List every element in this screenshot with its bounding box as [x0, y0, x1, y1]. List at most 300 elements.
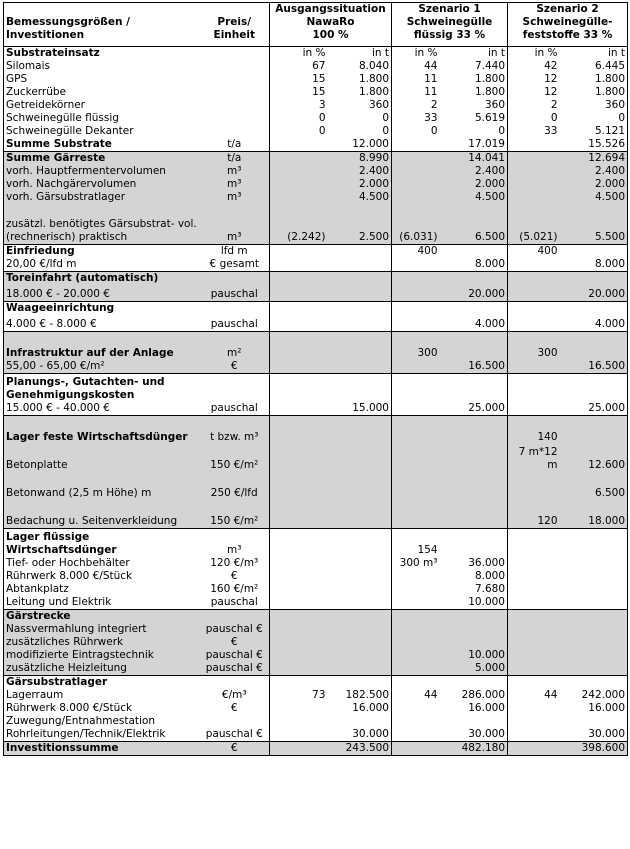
cell-col-6: 140 [508, 416, 560, 445]
cell-col-3 [328, 649, 392, 662]
cell-col-0: zusätzliches Rührwerk [4, 636, 200, 649]
table-row [4, 416, 628, 445]
table-row [4, 178, 628, 191]
cell-col-5: 2.400 [440, 165, 508, 178]
cell-col-4: 33 [392, 112, 440, 125]
cell-col-4: (6.031) [392, 204, 440, 245]
cell-col-7 [560, 557, 628, 570]
cell-col-5 [440, 636, 508, 649]
cell-col-5 [440, 715, 508, 728]
cell-col-6: 33 [508, 125, 560, 138]
cell-col-3: 4.500 [328, 191, 392, 204]
cell-col-6: 400 [508, 245, 560, 259]
cell-col-0: Zuwegung/Entnahmestation [6, 715, 156, 727]
cell-col-7: in t [560, 47, 628, 61]
cell-col-4 [392, 402, 440, 416]
cell-col-0: 4.000 € - 8.000 € [6, 318, 97, 330]
cell-col-5: 5.619 [474, 112, 505, 124]
cell-col-1 [200, 73, 270, 86]
cell-col-5: 20.000 [440, 285, 508, 302]
cell-col-2: (2.242) [270, 204, 328, 245]
cell-col-0: Schweinegülle Dekanter [6, 125, 134, 137]
table-row [4, 715, 628, 728]
cell-col-5 [440, 500, 508, 529]
cell-col-5 [440, 245, 508, 259]
cell-col-3 [328, 662, 392, 676]
cell-col-6 [508, 596, 560, 610]
cell-col-0: Schweinegülle flüssig [6, 112, 119, 124]
table-row [4, 258, 628, 272]
cell-col-7: 6.500 [560, 472, 628, 500]
cell-col-6: 12 [508, 73, 560, 86]
cell-col-4 [392, 728, 440, 742]
cell-col-2 [270, 444, 328, 472]
cell-col-6: 2 [508, 99, 560, 112]
cell-col-3 [328, 258, 392, 272]
cell-col-3 [328, 623, 392, 636]
cell-col-6 [508, 178, 560, 191]
cell-col-1 [200, 112, 270, 125]
cell-col-2 [270, 272, 328, 286]
cell-col-7 [560, 715, 628, 728]
table-row [4, 73, 628, 86]
cell-col-0: Rührwerk 8.000 €/Stück [6, 570, 133, 582]
cell-col-1 [200, 610, 270, 624]
cell-col-4: 11 [392, 73, 440, 86]
cell-col-3 [328, 636, 392, 649]
cell-col-7: 25.000 [588, 402, 626, 414]
cell-col-1: pauschal [210, 318, 258, 330]
cell-col-3: 30.000 [352, 728, 389, 740]
cell-col-5 [440, 610, 508, 624]
table-row [4, 649, 628, 662]
cell-col-7 [560, 662, 628, 676]
cell-col-1: 150 €/m² [200, 500, 270, 529]
cell-col-2: 15 [270, 73, 328, 86]
cell-col-2: 15 [270, 86, 328, 99]
cell-col-2 [270, 557, 328, 570]
cell-col-2 [270, 138, 328, 152]
cell-col-0: vorh. Hauptfermentervolumen [4, 165, 200, 178]
cell-col-6 [508, 583, 560, 596]
cell-col-3 [328, 416, 392, 445]
cell-col-1 [200, 676, 270, 690]
cell-col-6 [508, 636, 560, 649]
cell-col-5: 4.500 [440, 191, 508, 204]
cell-col-4 [392, 570, 440, 583]
cell-col-4 [392, 596, 440, 610]
cell-col-4: 154 [392, 529, 440, 558]
cell-col-6: 42 [508, 60, 560, 73]
cell-col-7 [560, 623, 628, 636]
cell-col-3: 15.000 [352, 402, 389, 414]
cell-col-4 [392, 315, 440, 332]
cell-col-4 [392, 583, 440, 596]
table-row [4, 138, 628, 152]
cell-col-0: Gärsubstratlager [4, 676, 200, 690]
cell-col-2 [270, 332, 328, 361]
cell-col-0: Betonwand (2,5 m Höhe) m [4, 472, 200, 500]
cell-col-7: 1.800 [594, 86, 626, 98]
cell-col-3 [328, 676, 392, 690]
cell-col-1: t/a [227, 138, 242, 150]
cell-col-6 [508, 302, 560, 316]
cell-col-4 [392, 374, 440, 403]
cell-col-7 [560, 332, 628, 361]
cell-col-3 [328, 557, 392, 570]
cell-col-5: 2.000 [440, 178, 508, 191]
header-row [4, 3, 628, 47]
cell-col-3 [328, 245, 392, 259]
cell-col-2: 0 [270, 125, 328, 138]
cell-col-0: 55,00 - 65,00 €/m² [4, 360, 200, 374]
cell-col-3 [328, 302, 392, 316]
cell-col-2 [270, 315, 328, 332]
cell-col-3 [328, 272, 392, 286]
cell-col-3 [328, 500, 392, 529]
cell-col-2 [270, 402, 328, 416]
table-row [4, 596, 628, 610]
cell-col-7: 8.000 [594, 258, 626, 270]
cell-col-7: 15.526 [588, 138, 626, 150]
table-row [4, 272, 628, 286]
cell-col-0: GPS [6, 73, 28, 85]
cell-col-5: 17.019 [468, 138, 505, 150]
cell-col-4 [392, 623, 440, 636]
cell-col-0: Lager flüssige Wirtschaftsdünger [4, 529, 200, 558]
cell-col-1: m³ [200, 204, 270, 245]
cell-col-6 [508, 529, 560, 558]
cell-col-0: Rohrleitungen/Technik/Elektrik [6, 728, 166, 740]
cell-col-7: 1.800 [594, 73, 626, 85]
table-row [4, 472, 628, 500]
cell-col-0: Toreinfahrt (automatisch) [4, 272, 200, 286]
cell-col-3: 360 [368, 99, 389, 111]
cell-col-4 [392, 165, 440, 178]
cell-col-4 [392, 676, 440, 690]
cell-col-5: 286.000 [461, 689, 505, 701]
cell-col-3: 182.500 [345, 689, 389, 701]
cell-col-4 [392, 472, 440, 500]
cell-col-7: 12.600 [560, 444, 628, 472]
table-row [4, 191, 628, 204]
cell-col-4 [392, 444, 440, 472]
cell-col-5: 0 [498, 125, 505, 137]
cell-col-5 [440, 416, 508, 445]
table-body [4, 47, 628, 756]
cell-col-2 [270, 596, 328, 610]
cell-col-0: modifizierte Eintragstechnik [4, 649, 200, 662]
header-ausgangssituation: Ausgangssituation NawaRo 100 % [270, 3, 392, 47]
cell-col-2 [270, 728, 328, 742]
table-row [4, 570, 628, 583]
cell-col-6 [508, 623, 560, 636]
investment-table [3, 2, 628, 756]
table-row [4, 86, 628, 99]
cell-col-0: Summe Gärreste [4, 152, 200, 166]
cell-col-6 [508, 742, 560, 756]
cell-col-1: pauschal [200, 285, 270, 302]
cell-col-7: 16.000 [588, 702, 626, 714]
cell-col-6: (5.021) [508, 204, 560, 245]
cell-col-6 [508, 715, 560, 728]
cell-col-2 [270, 623, 328, 636]
cell-col-1 [200, 715, 270, 728]
table-row [4, 500, 628, 529]
cell-col-6 [508, 191, 560, 204]
cell-col-0: Infrastruktur auf der Anlage [4, 332, 200, 361]
cell-col-1: pauschal [210, 596, 258, 608]
cell-col-2 [270, 245, 328, 259]
cell-col-1: pauschal € [205, 728, 263, 740]
cell-col-5 [440, 272, 508, 286]
cell-col-6 [508, 728, 560, 742]
cell-col-2 [270, 178, 328, 191]
cell-col-0: Einfriedung [4, 245, 200, 259]
table-row [4, 557, 628, 570]
header-szenario-2: Szenario 2 Schweinegülle- feststoffe 33 % [508, 3, 628, 47]
cell-col-2 [270, 529, 328, 558]
cell-col-1 [200, 99, 270, 112]
cell-col-3: 1.800 [358, 86, 389, 98]
cell-col-7 [560, 374, 628, 403]
cell-col-3: 8.990 [328, 152, 392, 166]
table-row [4, 689, 628, 702]
cell-col-6 [508, 557, 560, 570]
cell-col-1: m² [200, 332, 270, 361]
cell-col-1 [200, 86, 270, 99]
cell-col-3 [328, 596, 392, 610]
cell-col-0: Waageeinrichtung [4, 302, 200, 316]
cell-col-7: 18.000 [560, 500, 628, 529]
cell-col-4 [392, 191, 440, 204]
cell-col-4 [392, 742, 440, 756]
cell-col-1: € [230, 702, 238, 714]
cell-col-3: 1.800 [358, 73, 389, 85]
cell-col-1: pauschal € [200, 623, 270, 636]
cell-col-1: t bzw. m³ [200, 416, 270, 445]
table-row [4, 285, 628, 302]
cell-col-5 [440, 623, 508, 636]
header-preis: Preis/ Einheit [213, 16, 255, 41]
cell-col-0: Abtankplatz [6, 583, 69, 595]
table-row [4, 402, 628, 416]
table-row [4, 152, 628, 166]
cell-col-0: Tief- oder Hochbehälter [6, 557, 130, 569]
cell-col-1: 160 €/m² [210, 583, 259, 595]
cell-col-5: 8.000 [474, 570, 505, 582]
cell-col-6 [508, 138, 560, 152]
cell-col-0: Zuckerrübe [6, 86, 67, 98]
cell-col-4 [392, 416, 440, 445]
cell-col-7: 0 [618, 112, 626, 124]
cell-col-2 [270, 570, 328, 583]
header-bemessung: Bemessungsgrößen / Investitionen [6, 16, 130, 41]
cell-col-4: 400 [392, 245, 440, 259]
cell-col-5: 10.000 [468, 596, 505, 608]
cell-col-5 [440, 444, 508, 472]
cell-col-2 [270, 715, 328, 728]
cell-col-0: Gärstrecke [4, 610, 200, 624]
cell-col-6 [508, 272, 560, 286]
cell-col-6 [508, 570, 560, 583]
cell-col-7: 398.600 [560, 742, 628, 756]
cell-col-0: Lager feste Wirtschaftsdünger [4, 416, 200, 445]
cell-col-3 [328, 472, 392, 500]
cell-col-7: 16.500 [560, 360, 628, 374]
cell-col-2 [270, 676, 328, 690]
cell-col-0: Silomais [6, 60, 50, 72]
cell-col-2 [270, 191, 328, 204]
cell-col-1: m³ [200, 178, 270, 191]
cell-col-7: 6.445 [594, 60, 626, 72]
cell-col-6: in % [508, 47, 560, 61]
cell-col-4: 11 [392, 86, 440, 99]
cell-col-3 [328, 715, 392, 728]
cell-col-1: lfd m [200, 245, 270, 259]
cell-col-7 [560, 610, 628, 624]
cell-col-1: 150 €/m² [200, 444, 270, 472]
cell-col-7: 4.000 [594, 318, 626, 330]
cell-col-6 [508, 472, 560, 500]
cell-col-5: 30.000 [468, 728, 505, 740]
cell-col-2 [270, 285, 328, 302]
cell-col-1: pauschal [210, 402, 258, 414]
cell-col-4 [392, 649, 440, 662]
cell-col-3: 0 [382, 112, 389, 124]
cell-col-5: 5.000 [440, 662, 508, 676]
cell-col-0: 15.000 € - 40.000 € [6, 402, 110, 414]
cell-col-1 [200, 47, 270, 61]
cell-col-5: 1.800 [474, 86, 505, 98]
cell-col-3: 8.040 [358, 60, 389, 72]
cell-col-5: 10.000 [440, 649, 508, 662]
cell-col-2 [270, 302, 328, 316]
cell-col-3 [328, 583, 392, 596]
cell-col-4: 44 [392, 60, 440, 73]
table-row [4, 529, 628, 558]
cell-col-4: 0 [392, 125, 440, 138]
cell-col-3: in t [328, 47, 392, 61]
cell-col-4: 300 [392, 332, 440, 361]
cell-col-2: 73 [270, 689, 328, 702]
cell-col-5 [440, 472, 508, 500]
table-row [4, 583, 628, 596]
cell-col-7 [560, 529, 628, 558]
cell-col-4: 44 [392, 689, 440, 702]
cell-col-2 [270, 662, 328, 676]
cell-col-2 [270, 360, 328, 374]
cell-col-6: 44 [508, 689, 560, 702]
cell-col-6 [508, 165, 560, 178]
cell-col-2: 0 [270, 112, 328, 125]
cell-col-7: 5.121 [594, 125, 626, 137]
cell-col-3 [328, 285, 392, 302]
cell-col-7 [560, 245, 628, 259]
cell-col-4 [392, 360, 440, 374]
cell-col-6 [508, 402, 560, 416]
cell-col-7: 4.500 [560, 191, 628, 204]
cell-col-0: Getreidekörner [6, 99, 85, 111]
cell-col-7 [560, 636, 628, 649]
cell-col-1 [200, 60, 270, 73]
cell-col-6 [508, 152, 560, 166]
table-row [4, 662, 628, 676]
cell-col-5: 16.000 [468, 702, 505, 714]
cell-col-3: 243.500 [328, 742, 392, 756]
cell-col-5 [440, 676, 508, 690]
cell-col-7: 20.000 [560, 285, 628, 302]
cell-col-7 [560, 416, 628, 445]
cell-col-5: 8.000 [474, 258, 505, 270]
cell-col-0: zusätzliche Heizleitung [4, 662, 200, 676]
cell-col-5 [440, 302, 508, 316]
cell-col-4 [392, 258, 440, 272]
cell-col-2 [270, 583, 328, 596]
cell-col-3: 2.400 [328, 165, 392, 178]
table-row [4, 302, 628, 316]
cell-col-6 [508, 702, 560, 715]
cell-col-6: 0 [508, 112, 560, 125]
cell-col-7 [560, 583, 628, 596]
cell-col-1: € [200, 742, 270, 756]
cell-col-5: 482.180 [440, 742, 508, 756]
cell-col-3: 16.000 [352, 702, 389, 714]
cell-col-4: in % [392, 47, 440, 61]
cell-col-4 [392, 272, 440, 286]
cell-col-1: € gesamt [209, 258, 259, 270]
cell-col-5: 25.000 [468, 402, 505, 414]
cell-col-3 [328, 374, 392, 403]
cell-col-2: 3 [270, 99, 328, 112]
cell-col-3 [328, 610, 392, 624]
cell-col-2: in % [270, 47, 328, 61]
table-row [4, 702, 628, 715]
table-row [4, 728, 628, 742]
cell-col-2 [270, 500, 328, 529]
cell-col-6 [508, 662, 560, 676]
table-row [4, 245, 628, 259]
cell-col-0: Planungs-, Gutachten- und Genehmigungskosten [4, 374, 200, 403]
cell-col-7: 2.400 [560, 165, 628, 178]
cell-col-5: 360 [484, 99, 505, 111]
table-row [4, 676, 628, 690]
cell-col-3 [328, 360, 392, 374]
table-row [4, 444, 628, 472]
cell-col-0: Summe Substrate [6, 138, 112, 150]
cell-col-1: 120 €/m³ [210, 557, 259, 569]
cell-col-6: 300 [508, 332, 560, 361]
cell-col-6: 7 m*12 m [508, 444, 560, 472]
cell-col-2 [270, 702, 328, 715]
cell-col-6 [508, 258, 560, 272]
cell-col-1: € [230, 570, 238, 582]
cell-col-1: €/m³ [221, 689, 247, 701]
cell-col-7: 30.000 [588, 728, 626, 740]
cell-col-2 [270, 649, 328, 662]
cell-col-5: 14.041 [440, 152, 508, 166]
table-row [4, 360, 628, 374]
table-row [4, 112, 628, 125]
cell-col-1: m³ [200, 529, 270, 558]
cell-col-6 [508, 360, 560, 374]
table-row [4, 125, 628, 138]
cell-col-6 [508, 610, 560, 624]
cell-col-5 [440, 374, 508, 403]
cell-col-6 [508, 649, 560, 662]
cell-col-7: 2.000 [560, 178, 628, 191]
cell-col-7 [560, 570, 628, 583]
